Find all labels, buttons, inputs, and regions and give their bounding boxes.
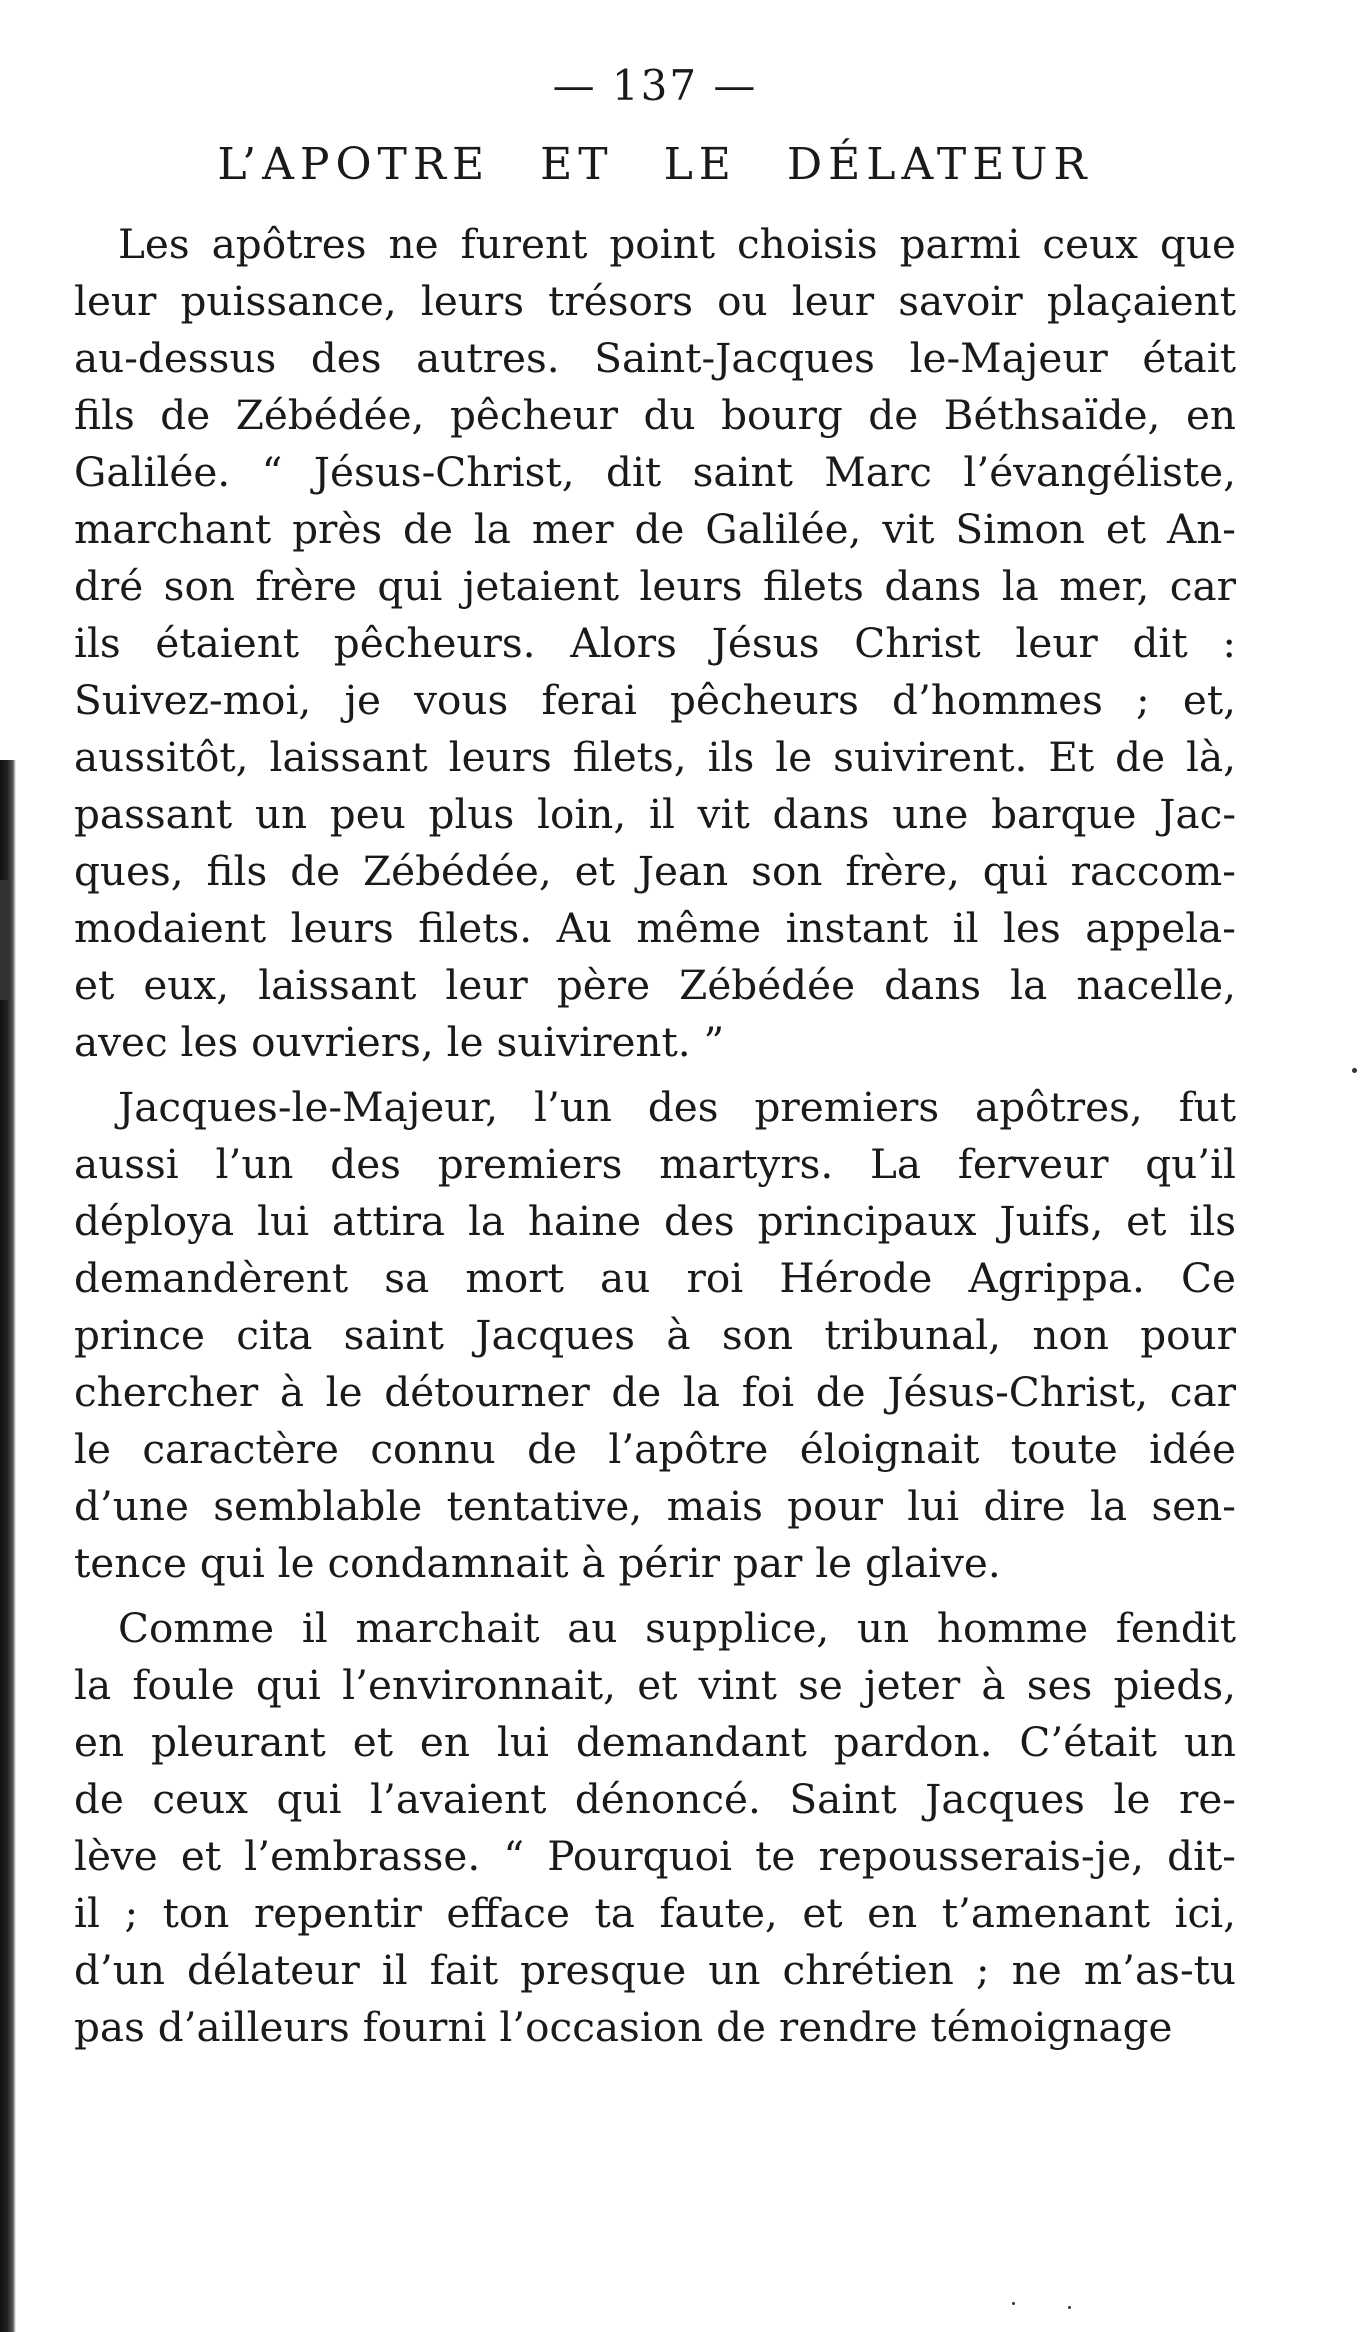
text-line: fils de Zébédée, pêcheur du bourg de Béthsaïde, en bbox=[74, 391, 1236, 439]
text-line: au-dessus des autres. Saint-Jacques le-Majeur était bbox=[74, 334, 1236, 382]
text-line: en pleurant et en lui demandant pardon. C’était un bbox=[74, 1718, 1236, 1766]
text-line: lève et l’embrasse. “ Pourquoi te repousserais-je, dit- bbox=[74, 1832, 1236, 1880]
text-line: tence qui le condamnait à périr par le glaive. bbox=[74, 1539, 1001, 1587]
text-line: Les apôtres ne furent point choisis parmi ceux que bbox=[118, 220, 1236, 268]
ink-speck bbox=[1352, 1068, 1357, 1073]
text-line: il ; ton repentir efface ta faute, et en t’amenant ici, bbox=[74, 1889, 1236, 1937]
chapter-title: L’APOTRE ET LE DÉLATEUR bbox=[217, 139, 1093, 190]
text-line: prince cita saint Jacques à son tribunal, non pour bbox=[74, 1311, 1236, 1359]
text-line: dré son frère qui jetaient leurs filets dans la mer, car bbox=[74, 562, 1236, 610]
ink-speck bbox=[1012, 2302, 1015, 2305]
paragraph bbox=[74, 1600, 1236, 2056]
binding-edge-mark bbox=[0, 880, 10, 1000]
body-text bbox=[74, 216, 1236, 2056]
page-number: — 137 — bbox=[552, 61, 758, 110]
text-line: modaient leurs filets. Au même instant il les appela- bbox=[74, 904, 1236, 952]
text-line: leur puissance, leurs trésors ou leur savoir plaçaient bbox=[74, 277, 1236, 325]
text-column bbox=[74, 56, 1236, 2056]
text-line: aussitôt, laissant leurs filets, ils le suivirent. Et de là, bbox=[74, 733, 1236, 781]
text-line: Galilée. “ Jésus-Christ, dit saint Marc l’évangéliste, bbox=[74, 448, 1236, 496]
text-line: et eux, laissant leur père Zébédée dans la nacelle, bbox=[74, 961, 1236, 1009]
text-line: pas d’ailleurs fourni l’occasion de rendre témoignage bbox=[74, 2003, 1173, 2051]
text-line: déploya lui attira la haine des principaux Juifs, et ils bbox=[74, 1197, 1236, 1245]
text-line: Comme il marchait au supplice, un homme fendit bbox=[118, 1604, 1236, 1652]
paragraph bbox=[74, 216, 1236, 1071]
text-line: aussi l’un des premiers martyrs. La ferveur qu’il bbox=[74, 1140, 1236, 1188]
text-line: ques, fils de Zébédée, et Jean son frère, qui raccom- bbox=[74, 847, 1236, 895]
text-line: avec les ouvriers, le suivirent. ” bbox=[74, 1018, 725, 1066]
paragraph bbox=[74, 1079, 1236, 1592]
text-line: chercher à le détourner de la foi de Jésus-Christ, car bbox=[74, 1368, 1236, 1416]
ink-speck bbox=[1068, 2306, 1071, 2309]
text-line: de ceux qui l’avaient dénoncé. Saint Jacques le re- bbox=[74, 1775, 1236, 1823]
text-line: Jacques-le-Majeur, l’un des premiers apôtres, fut bbox=[118, 1083, 1236, 1131]
text-line: passant un peu plus loin, il vit dans une barque Jac- bbox=[74, 790, 1236, 838]
text-line: d’une semblable tentative, mais pour lui dire la sen- bbox=[74, 1482, 1236, 1530]
text-line: demandèrent sa mort au roi Hérode Agrippa. Ce bbox=[74, 1254, 1236, 1302]
text-line: la foule qui l’environnait, et vint se jeter à ses pieds, bbox=[74, 1661, 1236, 1709]
text-line: Suivez-moi, je vous ferai pêcheurs d’hommes ; et, bbox=[74, 676, 1236, 724]
text-line: ils étaient pêcheurs. Alors Jésus Christ leur dit : bbox=[74, 619, 1236, 667]
text-line: d’un délateur il fait presque un chrétien ; ne m’as-tu bbox=[74, 1946, 1236, 1994]
text-line: marchant près de la mer de Galilée, vit Simon et An- bbox=[74, 505, 1236, 553]
text-line: le caractère connu de l’apôtre éloignait toute idée bbox=[74, 1425, 1236, 1473]
